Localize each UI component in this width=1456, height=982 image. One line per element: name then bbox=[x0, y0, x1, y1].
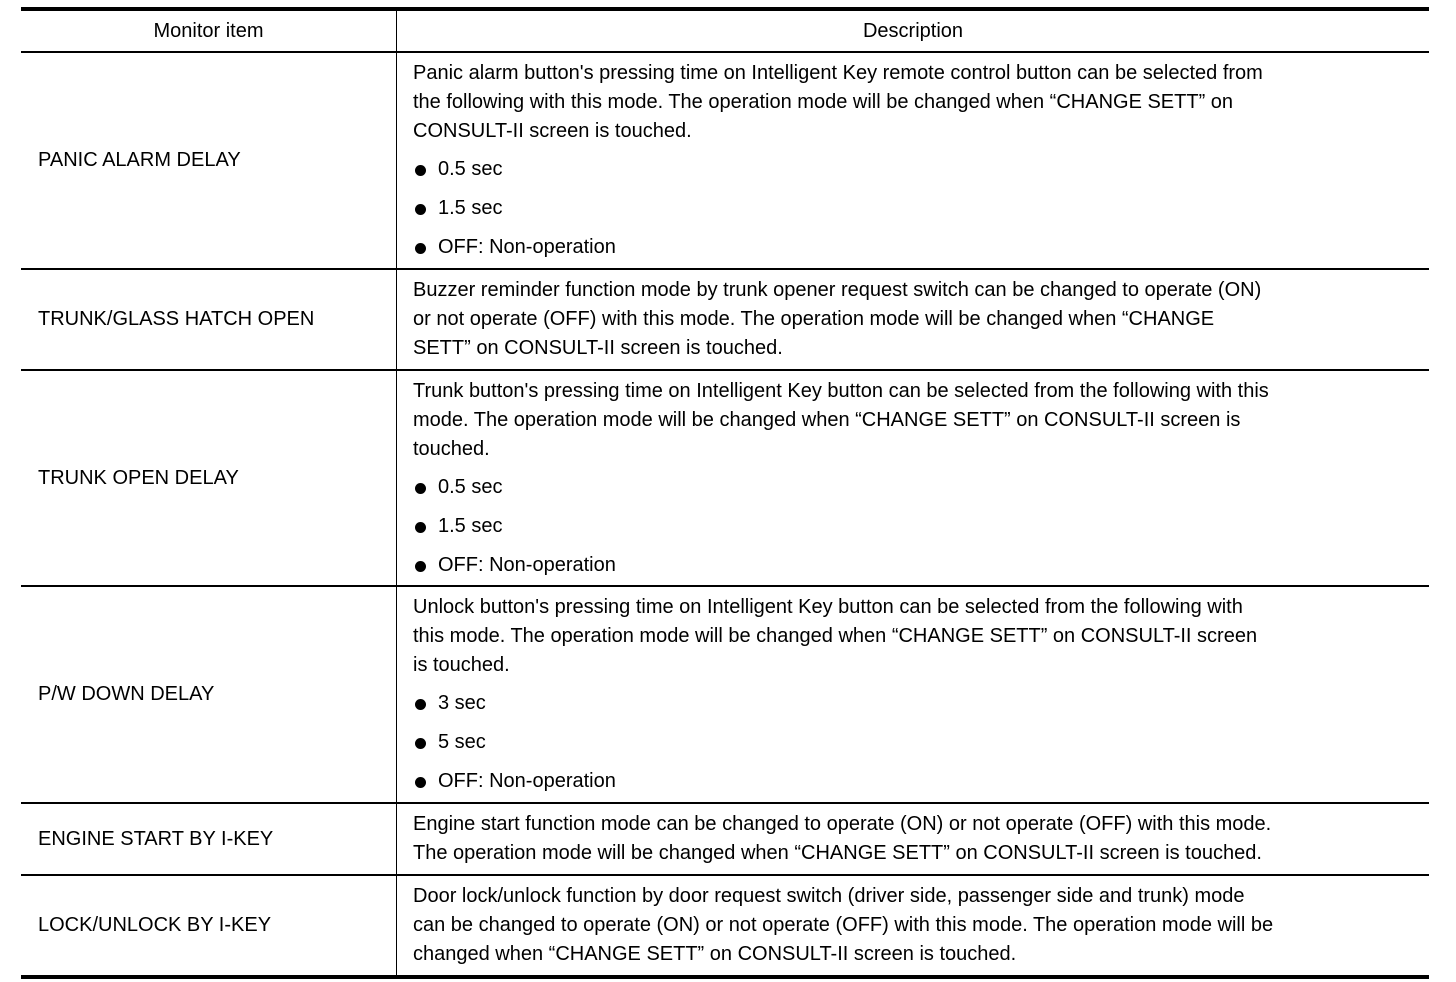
option-item bbox=[413, 684, 1419, 723]
description-line: or not operate (OFF) with this mode. The operation mode will be changed when “CHANGE bbox=[413, 308, 1215, 330]
option-label: 0.5 sec bbox=[438, 158, 503, 180]
monitor-item-description bbox=[397, 53, 1429, 268]
table-row bbox=[21, 371, 1429, 587]
option-item bbox=[413, 150, 1419, 189]
bullet-icon bbox=[415, 483, 426, 494]
monitor-item-name: TRUNK/GLASS HATCH OPEN bbox=[21, 270, 397, 369]
description-line: is touched. bbox=[413, 654, 510, 676]
table-row bbox=[21, 53, 1429, 270]
description-line: Buzzer reminder function mode by trunk opener request switch can be changed to operate (ON) bbox=[413, 279, 1262, 301]
monitor-item-description bbox=[397, 371, 1429, 585]
monitor-item-name: PANIC ALARM DELAY bbox=[21, 53, 397, 268]
option-item bbox=[413, 468, 1419, 507]
option-item bbox=[413, 189, 1419, 228]
option-label: 1.5 sec bbox=[438, 197, 503, 219]
bullet-icon bbox=[415, 738, 426, 749]
option-item bbox=[413, 723, 1419, 762]
description-line: Door lock/unlock function by door request switch (driver side, passenger side and trunk) mode bbox=[413, 885, 1245, 907]
table-row bbox=[21, 587, 1429, 804]
monitor-item-name: TRUNK OPEN DELAY bbox=[21, 371, 397, 585]
table-header-row bbox=[21, 11, 1429, 53]
description-line: touched. bbox=[413, 438, 490, 460]
description-line: CONSULT-II screen is touched. bbox=[413, 120, 692, 142]
bullet-icon bbox=[415, 165, 426, 176]
description-line: mode. The operation mode will be changed when “CHANGE SETT” on CONSULT-II screen is bbox=[413, 409, 1241, 431]
monitor-item-name: P/W DOWN DELAY bbox=[21, 587, 397, 802]
option-label: 1.5 sec bbox=[438, 515, 503, 537]
bullet-icon bbox=[415, 522, 426, 533]
option-label: OFF: Non-operation bbox=[438, 554, 616, 576]
description-line: Engine start function mode can be changed to operate (ON) or not operate (OFF) with this mode. bbox=[413, 813, 1272, 835]
description-line: Unlock button's pressing time on Intelligent Key button can be selected from the following with bbox=[413, 596, 1243, 618]
monitor-item-description bbox=[397, 270, 1429, 369]
option-label: 5 sec bbox=[438, 731, 486, 753]
option-label: OFF: Non-operation bbox=[438, 236, 616, 258]
bullet-icon bbox=[415, 777, 426, 788]
monitor-item-table bbox=[21, 7, 1429, 979]
monitor-item-description bbox=[397, 804, 1429, 874]
monitor-item-name: ENGINE START BY I-KEY bbox=[21, 804, 397, 874]
bullet-icon bbox=[415, 243, 426, 254]
monitor-item-description bbox=[397, 587, 1429, 802]
bullet-icon bbox=[415, 204, 426, 215]
header-monitor-item: Monitor item bbox=[21, 11, 397, 51]
description-line: Panic alarm button's pressing time on Intelligent Key remote control button can be selected from bbox=[413, 62, 1263, 84]
option-item bbox=[413, 507, 1419, 546]
table-row bbox=[21, 270, 1429, 371]
table-row bbox=[21, 876, 1429, 975]
option-label: 0.5 sec bbox=[438, 476, 503, 498]
bullet-icon bbox=[415, 561, 426, 572]
option-label: 3 sec bbox=[438, 692, 486, 714]
header-description: Description bbox=[862, 19, 964, 42]
option-item bbox=[413, 546, 1419, 585]
table-row bbox=[21, 804, 1429, 876]
option-label: OFF: Non-operation bbox=[438, 770, 616, 792]
bullet-icon bbox=[415, 699, 426, 710]
description-line: this mode. The operation mode will be changed when “CHANGE SETT” on CONSULT-II screen bbox=[413, 625, 1258, 647]
description-line: Trunk button's pressing time on Intelligent Key button can be selected from the following with this bbox=[413, 380, 1269, 402]
description-line: SETT” on CONSULT-II screen is touched. bbox=[413, 337, 783, 359]
option-item bbox=[413, 762, 1419, 801]
description-line: changed when “CHANGE SETT” on CONSULT-II screen is touched. bbox=[413, 943, 1017, 965]
description-line: the following with this mode. The operation mode will be changed when “CHANGE SETT” on bbox=[413, 91, 1234, 113]
monitor-item-description bbox=[397, 876, 1429, 975]
monitor-item-name: LOCK/UNLOCK BY I-KEY bbox=[21, 876, 397, 975]
option-item bbox=[413, 228, 1419, 267]
description-line: can be changed to operate (ON) or not operate (OFF) with this mode. The operation mode will be bbox=[413, 914, 1274, 936]
description-line: The operation mode will be changed when “CHANGE SETT” on CONSULT-II screen is touched. bbox=[413, 842, 1262, 864]
